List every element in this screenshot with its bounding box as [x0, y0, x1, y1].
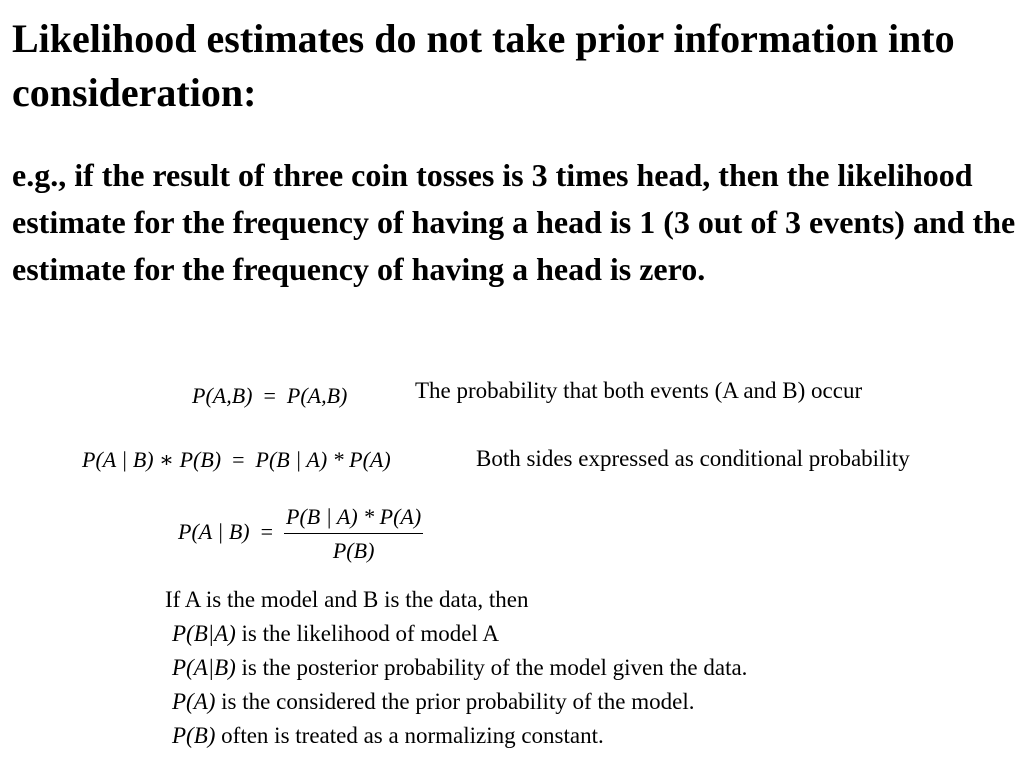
bayes-explanation	[165, 583, 747, 753]
equals-sign: =	[257, 383, 282, 408]
explanation-item-likelihood	[165, 617, 747, 651]
slide-title: Likelihood estimates do not take prior information into consideration:	[12, 16, 955, 115]
term-likelihood: P(B|A)	[172, 621, 236, 646]
eq2-lhs: P(A | B) ∗ P(B)	[82, 447, 222, 472]
conditional-note: Both sides expressed as conditional probability	[476, 446, 910, 471]
text-normalizer: often is treated as a normalizing constant.	[215, 723, 604, 748]
joint-probability-equation	[192, 383, 347, 409]
equals-sign: =	[226, 447, 251, 472]
term-prior: P(A)	[172, 689, 216, 714]
eq1-rhs: P(A,B)	[286, 383, 348, 408]
explanation-intro: If A is the model and B is the data, then	[165, 587, 529, 612]
explanation-item-prior	[165, 685, 747, 719]
coin-toss-example: e.g., if the result of three coin tosses is 3 times head, then the likelihood estimate for the frequency of having a head is 1 (3 out of 3 events) and the estimate for the frequency of having a head is zero.	[12, 157, 1016, 287]
explanation-item-normalizer	[165, 719, 747, 753]
conditional-equation	[82, 447, 391, 473]
text-likelihood: is the likelihood of model A	[235, 621, 499, 646]
joint-probability-note: The probability that both events (A and B) occur	[415, 378, 863, 403]
text-posterior: is the posterior probability of the model given the data.	[235, 655, 748, 680]
term-normalizer: P(B)	[172, 723, 216, 748]
eq3-lhs: P(A | B)	[178, 519, 250, 545]
eq2-rhs: P(B | A) * P(A)	[255, 447, 391, 472]
bayes-theorem-equation	[178, 504, 423, 564]
equals-sign: =	[255, 519, 279, 545]
bayes-fraction	[284, 504, 423, 564]
text-prior: is the considered the prior probability of the model.	[215, 689, 695, 714]
bayes-denominator: P(B)	[332, 538, 375, 563]
term-posterior: P(A|B)	[172, 655, 236, 680]
eq1-lhs: P(A,B)	[192, 383, 253, 408]
bayes-numerator: P(B | A) * P(A)	[284, 504, 423, 534]
explanation-item-posterior	[165, 651, 747, 685]
